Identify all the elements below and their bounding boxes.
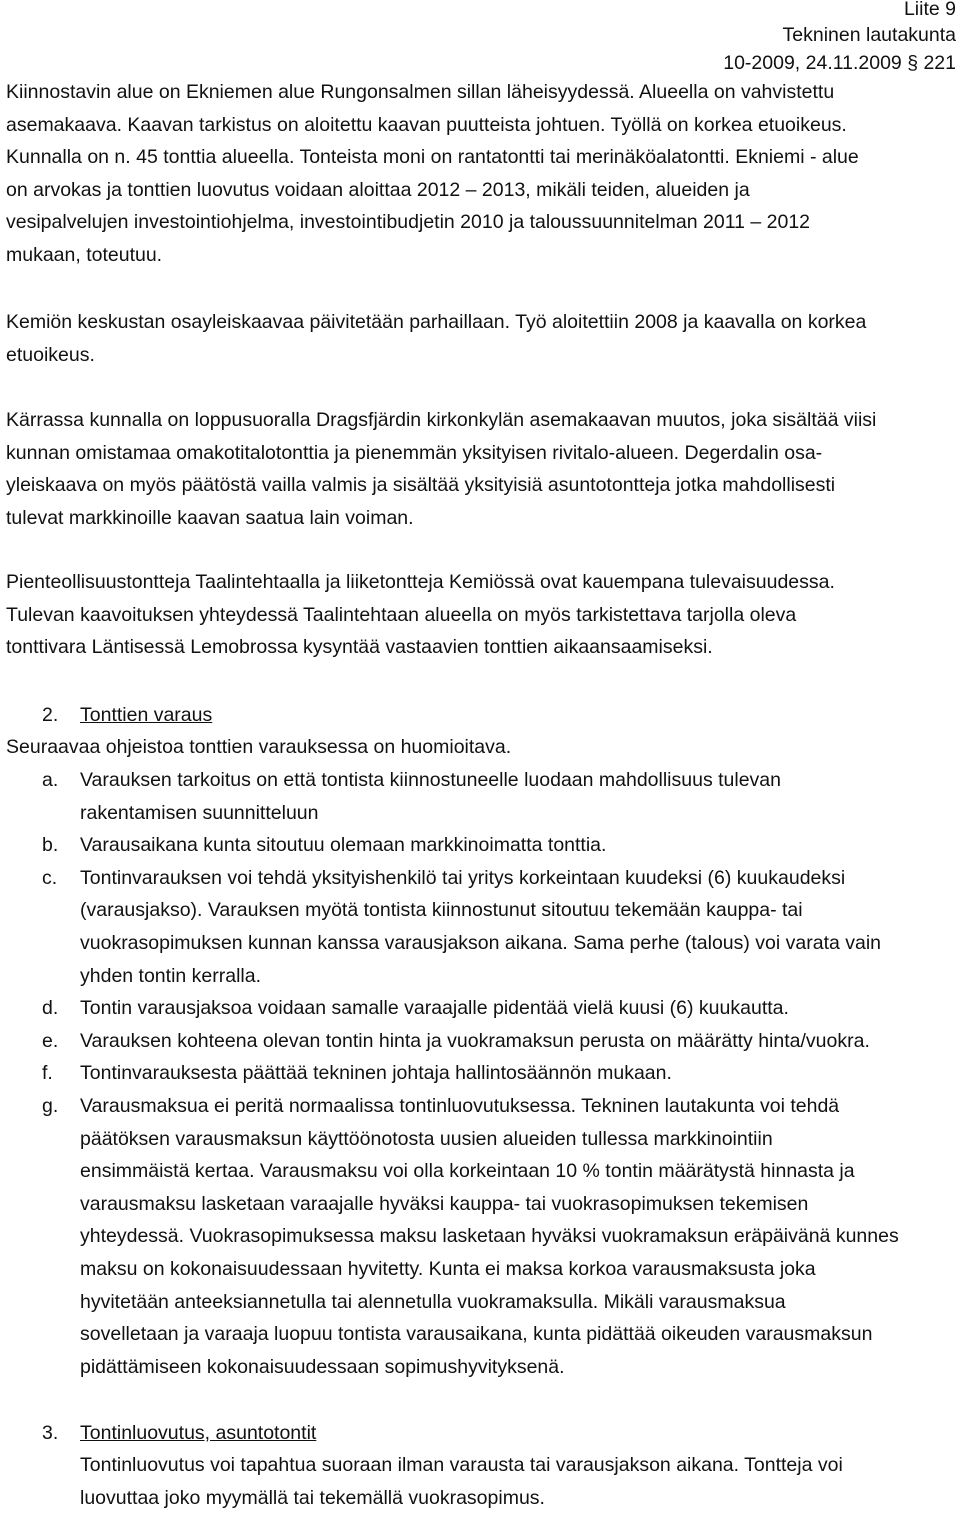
list-item-letter: f. — [42, 1062, 53, 1085]
list-item-letter: a. — [42, 769, 59, 791]
paragraph-line: asemakaava. Kaavan tarkistus on aloitettu kaavan puutteista johtuen. Työllä on korkea etuoikeus. — [6, 113, 847, 136]
list-item-letter: e. — [42, 1029, 59, 1052]
paragraph-line: Kärrassa kunnalla on loppusuoralla Dragsfjärdin kirkonkylän asemakaavan muutos, joka sisältää viisi — [6, 409, 877, 431]
list-item-letter: g. — [42, 1094, 59, 1117]
section-2-title: Tonttien varaus — [80, 704, 213, 726]
paragraph-line: Pienteollisuustontteja Taalintehtaalla ja liiketontteja Kemiössä ovat kauempana tulevaisuudessa. — [6, 571, 835, 593]
section-2-intro: Seuraavaa ohjeistoa tonttien varauksessa on huomioitava. — [6, 736, 512, 758]
paragraph-line: kunnan omistamaa omakotitalotonttia ja pienemmän yksityisen rivitalo-alueen. Degerdalin osa- — [6, 441, 823, 464]
list-item-line: Tontinvarauksen voi tehdä yksityishenkilö tai yritys korkeintaan kuudeksi (6) kuukaudeksi — [80, 866, 846, 889]
reservation-rules-list — [0, 764, 960, 1383]
paragraph-line: luovuttaa joko myymällä tai tekemällä vuokrasopimus. — [80, 1486, 545, 1509]
list-item-line: päätöksen varausmaksun käyttöönotosta uusien alueiden tullessa markkinointiin — [80, 1127, 773, 1150]
list-item-text — [80, 1090, 960, 1383]
list-item-line: rakentamisen suunnitteluun — [80, 801, 319, 824]
list-item-a — [0, 764, 960, 829]
list-item-line: Varausmaksua ei peritä normaalissa tontinluovutuksessa. Tekninen lautakunta voi tehdä — [80, 1094, 840, 1117]
list-item-line: ensimmäistä kertaa. Varausmaksu voi olla korkeintaan 10 % tontin määrätystä hinnasta ja — [80, 1160, 855, 1183]
paragraph-line: etuoikeus. — [6, 343, 95, 366]
section-2-heading — [0, 699, 960, 731]
list-item-line: Varausaikana kunta sitoutuu olemaan markkinoimatta tonttia. — [80, 834, 607, 857]
appendix-label: Liite 9 — [903, 0, 956, 20]
list-item-text — [80, 1025, 960, 1058]
paragraph-line: tulevat markkinoille kaavan saatua lain voiman. — [6, 506, 414, 529]
list-item-line: Varauksen kohteena olevan tontin hinta ja vuokramaksun perusta on määrätty hinta/vuokra. — [80, 1029, 870, 1052]
list-item-text — [80, 862, 960, 992]
list-item-b — [0, 829, 960, 862]
list-item-line: maksu on kokonaisuudessaan hyvitetty. Kunta ei maksa korkoa varausmaksusta joka — [80, 1257, 816, 1280]
list-item-f — [0, 1057, 960, 1090]
board-name: Tekninen lautakunta — [782, 24, 956, 46]
paragraph-line: Kiinnostavin alue on Ekniemen alue Rungonsalmen sillan läheisyydessä. Alueella on vahvistettu — [6, 81, 835, 103]
list-item-c — [0, 862, 960, 992]
paragraph-line: Kunnalla on n. 45 tonttia alueella. Tonteista moni on rantatontti tai merinäköalatontti. Ekniemi - alue — [6, 146, 859, 169]
list-item-text — [80, 992, 960, 1025]
list-item-line: Varauksen tarkoitus on että tontista kiinnostuneelle luodaan mahdollisuus tulevan — [80, 769, 782, 791]
section-3-number: 3. — [42, 1422, 59, 1444]
paragraph-kemio — [6, 306, 960, 371]
list-item-line: yhden tontin kerralla. — [80, 964, 262, 987]
paragraph-line: Kemiön keskustan osayleiskaavaa päivitetään parhaillaan. Työ aloitettiin 2008 ja kaavalla on korkea — [6, 311, 867, 333]
list-item-text — [80, 829, 960, 862]
meeting-reference: 10-2009, 24.11.2009 § 221 — [723, 52, 956, 74]
paragraph-line: Tontinluovutus voi tapahtua suoraan ilman varausta tai varausjakson aikana. Tontteja voi — [80, 1454, 843, 1476]
list-item-line: varausmaksu lasketaan varaajalle hyväksi kauppa- tai vuokrasopimuksen tekemisen — [80, 1192, 809, 1215]
list-item-line: pidättämiseen kokonaisuudessaan sopimushyvityksenä. — [80, 1355, 565, 1378]
list-item-line: vuokrasopimuksen kunnan kanssa varausjakson aikana. Sama perhe (talous) voi varata vain — [80, 931, 882, 954]
list-item-line: hyvitetään anteeksiannetulla tai alennetulla vuokramaksulla. Mikäli varausmaksua — [80, 1290, 786, 1313]
list-item-line: Tontinvarauksesta päättää tekninen johtaja hallintosäännön mukaan. — [80, 1062, 672, 1085]
paragraph-line: yleiskaava on myös päätöstä vailla valmis ja sisältää yksityisiä asuntotontteja jotka mahdollisesti — [6, 474, 836, 497]
list-item-g — [0, 1090, 960, 1383]
list-item-letter: d. — [42, 997, 59, 1020]
section-3-heading — [0, 1417, 960, 1449]
list-item-line: Tontin varausjaksoa voidaan samalle varaajalle pidentää vielä kuusi (6) kuukautta. — [80, 997, 789, 1020]
list-item-letter: c. — [42, 866, 58, 889]
list-item-letter: b. — [42, 834, 59, 857]
paragraph-pienteollisuus — [6, 566, 960, 664]
paragraph-line: vesipalvelujen investointiohjelma, investointibudjetin 2010 ja taloussuunnitelman 2011 – 2012 — [6, 211, 811, 234]
paragraph-line: tonttivara Läntisessä Lemobrossa kysyntää vastaavien tonttien aikaansaamiseksi. — [6, 636, 713, 659]
paragraph-ekniemi — [6, 76, 960, 272]
list-item-line: sovelletaan ja varaaja luopuu tontista varausaikana, kunta pidättää oikeuden varausmaksun — [80, 1323, 873, 1346]
list-item-line: yhteydessä. Vuokrasopimuksessa maksu lasketaan hyväksi vuokramaksun eräpäivänä kunnes — [80, 1225, 899, 1248]
list-item-d — [0, 992, 960, 1025]
paragraph-line: on arvokas ja tonttien luovutus voidaan aloittaa 2012 – 2013, mikäli teiden, alueiden ja — [6, 178, 750, 201]
list-item-text — [80, 764, 960, 829]
list-item-text — [80, 1057, 960, 1090]
section-3-body — [80, 1449, 843, 1514]
paragraph-karra — [6, 404, 960, 534]
paragraph-line: Tulevan kaavoituksen yhteydessä Taalintehtaan alueella on myös tarkistettava tarjolla oleva — [6, 603, 797, 626]
list-item-line: (varausjakso). Varauksen myötä tontista kiinnostunut sitoutuu tekemään kauppa- tai — [80, 899, 803, 922]
list-item-e — [0, 1025, 960, 1058]
paragraph-line: mukaan, toteutuu. — [6, 243, 163, 266]
section-3-title: Tontinluovutus, asuntotontit — [80, 1422, 317, 1444]
section-2-number: 2. — [42, 704, 59, 726]
